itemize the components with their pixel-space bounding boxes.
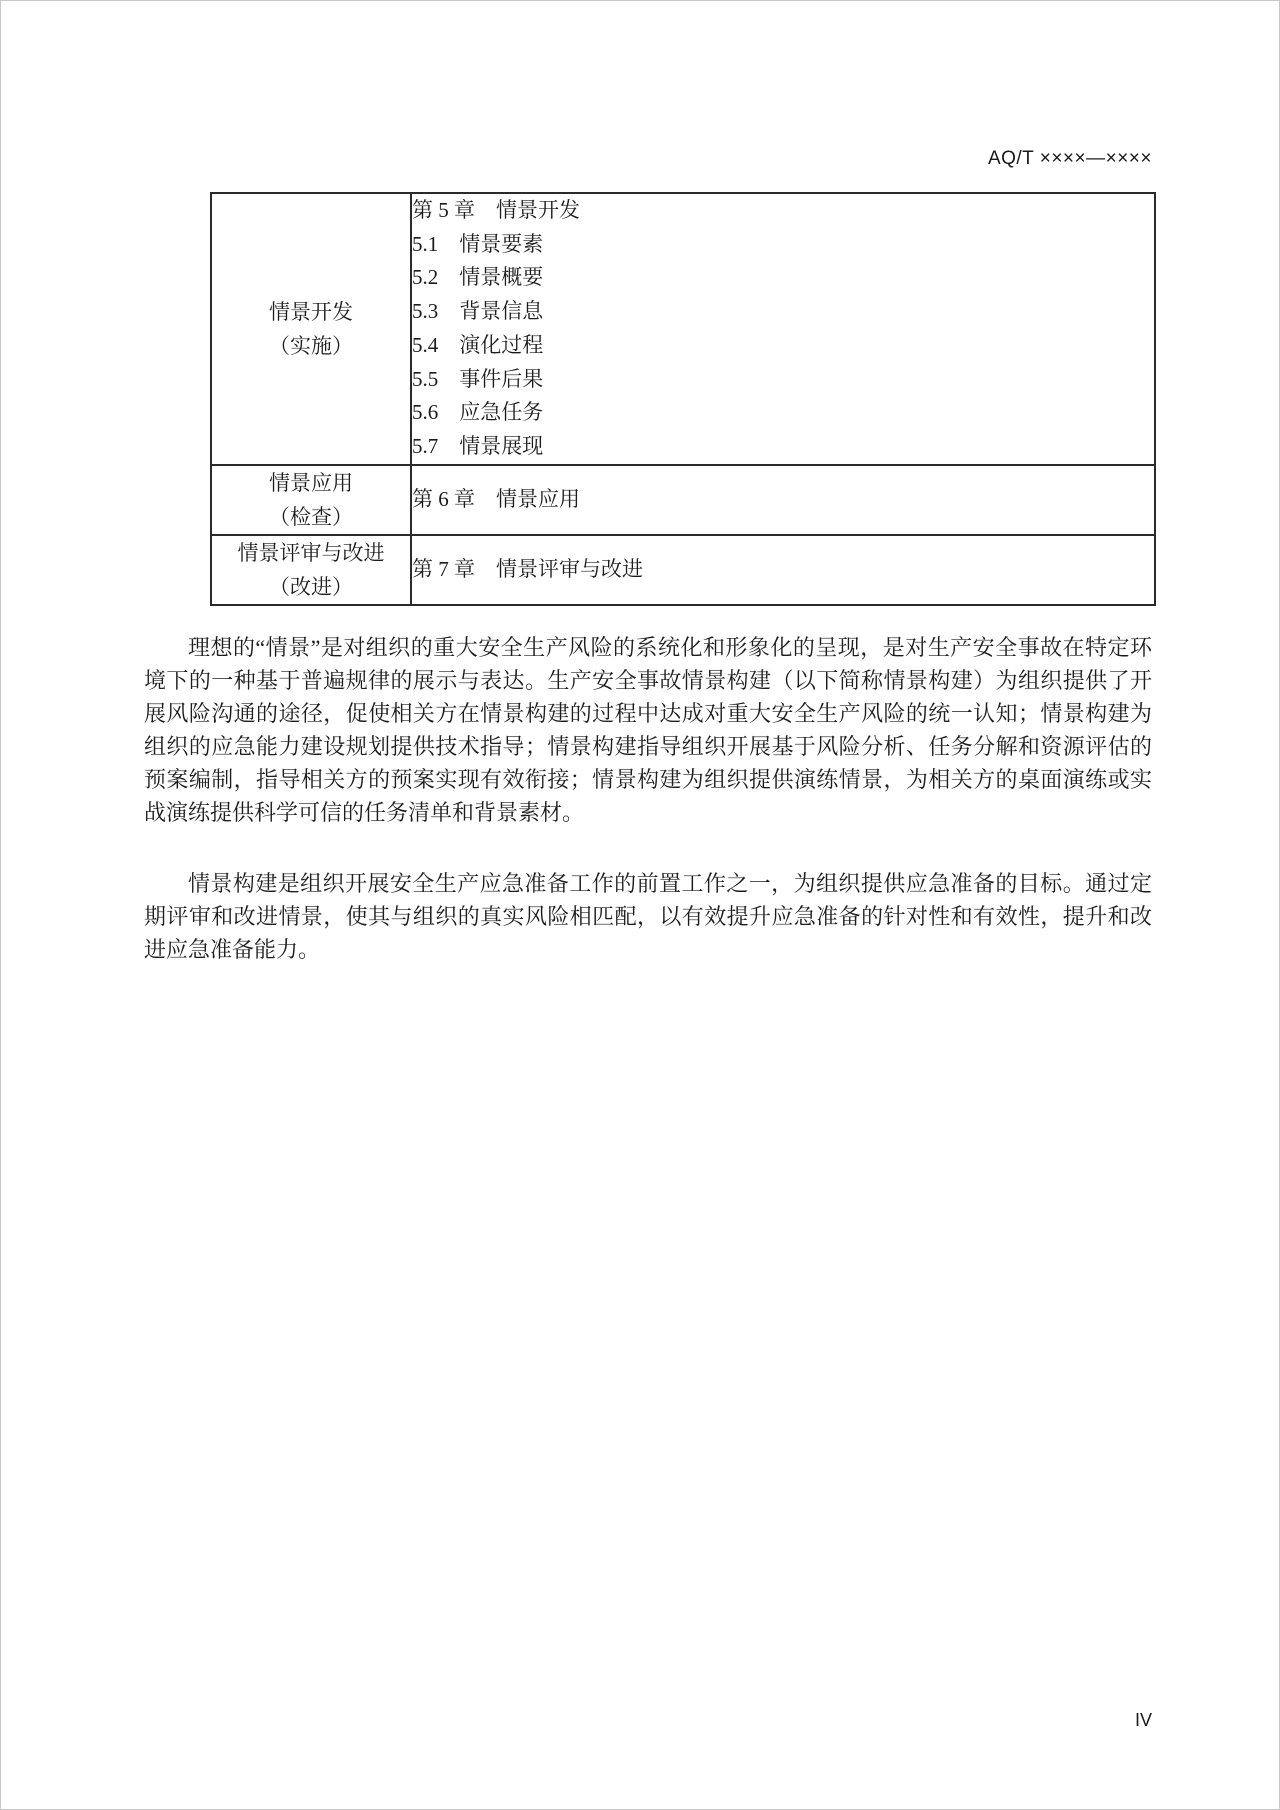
phase-label: 情景评审与改进 [237, 540, 385, 565]
phase-label: 情景应用 [269, 470, 353, 495]
phase-sublabel: （改进） [269, 574, 353, 599]
chapter-line: 5.2 情景概要 [412, 265, 544, 290]
chapter-line: 5.6 应急任务 [412, 400, 544, 425]
phase-label: 情景开发 [269, 299, 353, 324]
chapter-line: 第 6 章 情景应用 [412, 486, 580, 511]
phase-cell-review [211, 535, 411, 605]
chapter-line: 5.5 事件后果 [412, 366, 544, 391]
page-number: IV [1134, 1710, 1152, 1730]
phase-cell-application [211, 465, 411, 535]
chapter-line: 5.4 演化过程 [412, 332, 544, 357]
phase-cell-development [211, 193, 411, 465]
chapters-cell-development [411, 193, 1155, 465]
table-row-scenario-application [211, 465, 1155, 535]
table-row-scenario-development [211, 193, 1155, 465]
scenario-phase-mapping-table [210, 192, 1156, 606]
chapter-line: 5.3 背景信息 [412, 299, 544, 324]
table-row-scenario-review-improve [211, 535, 1155, 605]
phase-sublabel: （实施） [269, 333, 353, 358]
chapter-line: 5.1 情景要素 [412, 231, 544, 256]
body-text [144, 631, 1152, 966]
chapter-line: 第 5 章 情景开发 [412, 198, 580, 222]
chapters-cell-review [411, 535, 1155, 605]
chapters-cell-application [411, 465, 1155, 535]
phase-sublabel: （检查） [269, 504, 353, 529]
paragraph-scenario-purpose: 情景构建是组织开展安全生产应急准备工作的前置工作之一，为组织提供应急准备的目标。通过定期评审和改进情景，使其与组织的真实风险相匹配，以有效提升应急准备的针对性和有效性，提升和改进应急准备能力。 [144, 871, 1152, 962]
chapter-line: 第 7 章 情景评审与改进 [412, 556, 643, 581]
standard-number-header: AQ/T ××××—×××× [987, 148, 1152, 169]
chapter-line: 5.7 情景展现 [412, 433, 544, 458]
paragraph-scenario-definition: 理想的“情景”是对组织的重大安全生产风险的系统化和形象化的呈现，是对生产安全事故在特定环境下的一种基于普遍规律的展示与表达。生产安全事故情景构建（以下简称情景构建）为组织提供了开展风险沟通的途径，促使相关方在情景构建的过程中达成对重大安全生产风险的统一认知；情景构建为组织的应急能力建设规划提供技术指导；情景构建指导组织开展基于风险分析、任务分解和资源评估的预案编制，指导相关方的预案实现有效衔接；情景构建为组织提供演练情景，为相关方的桌面演练或实战演练提供科学可信的任务清单和背景素材。 [144, 635, 1152, 825]
